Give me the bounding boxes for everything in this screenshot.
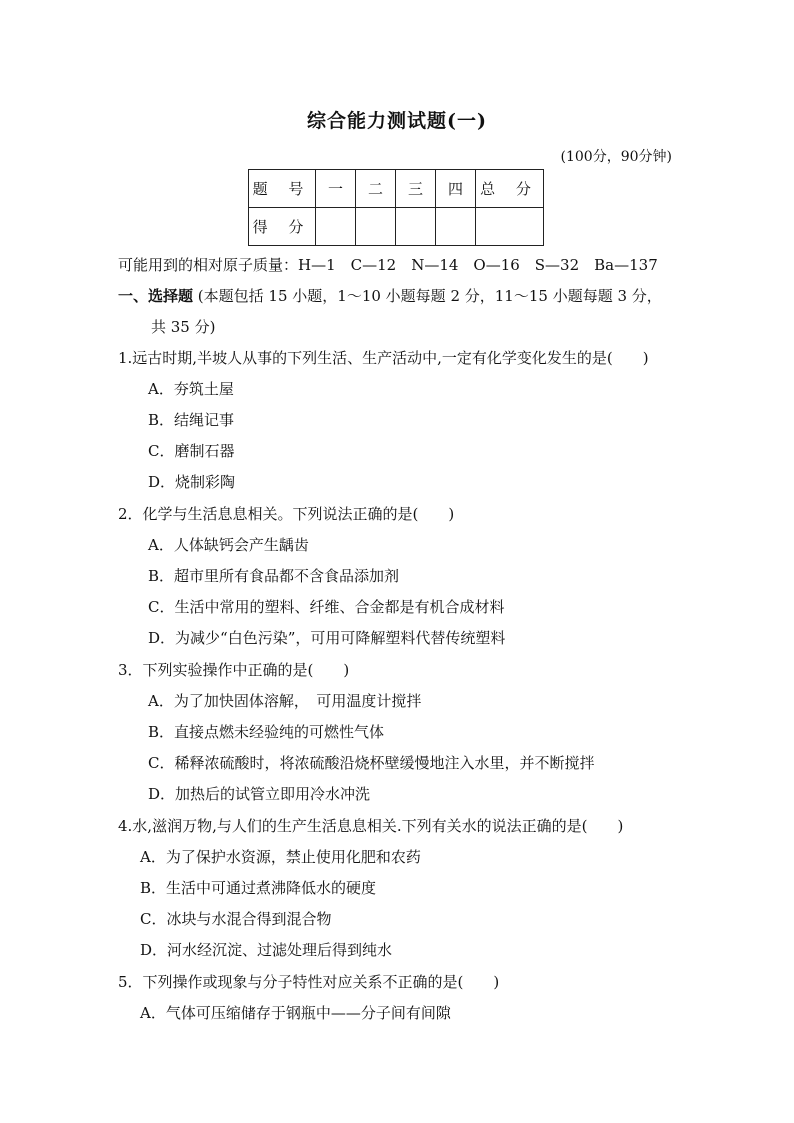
- question-option: D．为减少“白色污染”，可用可降解塑料代替传统塑料: [148, 629, 506, 647]
- score-header-cell: 一: [316, 170, 356, 208]
- score-row-label: 得 分: [249, 208, 316, 246]
- score-table: [248, 169, 544, 246]
- question-option: A．为了保护水资源，禁止使用化肥和农药: [140, 848, 421, 866]
- question-stem: 4.水,滋润万物,与人们的生产生活息息相关.下列有关水的说法正确的是( ): [118, 817, 624, 835]
- question-option: A．人体缺钙会产生龋齿: [148, 536, 309, 554]
- question-option: B．超市里所有食品都不含食品添加剂: [148, 567, 400, 585]
- score-cell: [316, 208, 356, 246]
- section-description-cont: 共 35 分): [151, 318, 216, 336]
- section-description: (本题包括 15 小题，1～10 小题每题 2 分，11～15 小题每题 3 分，: [197, 287, 662, 305]
- question-option: C．磨制石器: [148, 442, 235, 460]
- score-table-header-row: [249, 170, 544, 208]
- score-header-cell: 四: [436, 170, 476, 208]
- question-option: C．冰块与水混合得到混合物: [140, 910, 332, 928]
- score-header-cell: 二: [356, 170, 396, 208]
- score-table-score-row: [249, 208, 544, 246]
- question-option: B．直接点燃未经验纯的可燃性气体: [148, 723, 385, 741]
- score-cell: [436, 208, 476, 246]
- question-option: C．生活中常用的塑料、纤维、合金都是有机合成材料: [148, 598, 505, 616]
- question-stem: 5．下列操作或现象与分子特性对应关系不正确的是( ): [118, 973, 500, 991]
- score-cell: [476, 208, 544, 246]
- question-option: D．河水经沉淀、过滤处理后得到纯水: [140, 941, 393, 959]
- page-title: 综合能力测试题(一): [307, 110, 487, 132]
- section-heading: [118, 285, 662, 306]
- score-header-cell: 题 号: [249, 170, 316, 208]
- question-option: A．气体可压缩储存于钢瓶中——分子间有间隙: [140, 1004, 451, 1022]
- question-stem: 1.远古时期,半坡人从事的下列生活、生产活动中,一定有化学变化发生的是( ): [118, 349, 649, 367]
- question-option: D．烧制彩陶: [148, 473, 236, 491]
- section-title: 一、选择题: [118, 287, 194, 305]
- atomic-masses: 可能用到的相对原子质量：H—1 C—12 N—14 O—16 S—32 Ba—137: [118, 256, 658, 274]
- question-stem: 2．化学与生活息息相关。下列说法正确的是( ): [118, 505, 455, 523]
- question-option: A．为了加快固体溶解， 可用温度计搅拌: [148, 692, 422, 710]
- score-cell: [396, 208, 436, 246]
- question-option: B．生活中可通过煮沸降低水的硬度: [140, 879, 377, 897]
- question-option: A．夯筑土屋: [148, 380, 234, 398]
- exam-info: (100分，90分钟): [560, 149, 672, 165]
- question-option: B．结绳记事: [148, 411, 235, 429]
- score-header-cell: 三: [396, 170, 436, 208]
- score-cell: [356, 208, 396, 246]
- question-option: C．稀释浓硫酸时，将浓硫酸沿烧杯壁缓慢地注入水里，并不断搅拌: [148, 754, 595, 772]
- question-stem: 3．下列实验操作中正确的是( ): [118, 661, 350, 679]
- score-header-cell: 总 分: [476, 170, 544, 208]
- question-option: D．加热后的试管立即用冷水冲洗: [148, 785, 371, 803]
